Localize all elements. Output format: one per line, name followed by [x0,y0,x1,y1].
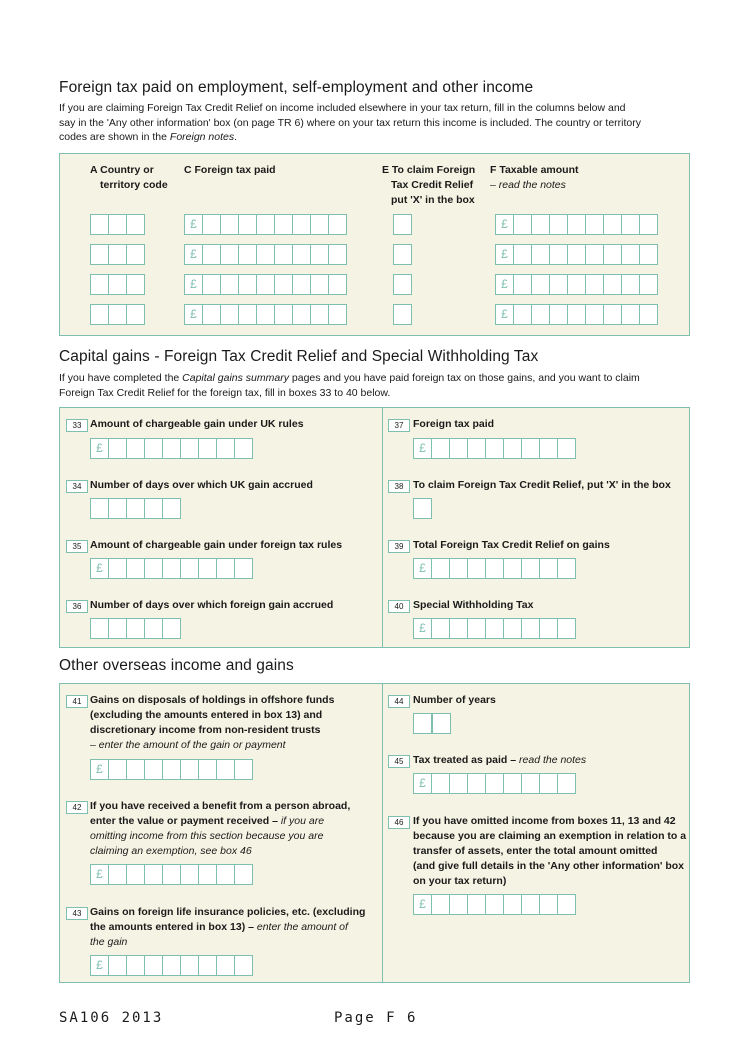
entry-cell[interactable] [162,759,181,780]
entry-cell[interactable] [234,864,253,885]
box-number-35: 35 [66,540,88,553]
section-title-other-overseas: Other overseas income and gains [59,657,294,674]
entry-cell[interactable] [585,214,604,235]
entry-cell[interactable] [126,274,145,295]
entry-cell[interactable] [292,244,311,265]
entry-cell[interactable] [162,498,181,519]
entry-cell[interactable] [234,438,253,459]
entry-cell[interactable] [503,438,522,459]
pound-sign-cell[interactable]: £ [495,244,514,265]
intro-line: codes are shown in the Foreign notes. [59,131,238,143]
foreign-tax-paid-input-row-1[interactable] [184,214,346,235]
form-code: SA106 2013 [59,1010,164,1026]
capital-gains-panel [59,407,690,648]
entry-cell[interactable] [513,274,532,295]
entry-cell[interactable] [521,438,540,459]
taxable-amount-input-row-4[interactable] [495,304,657,325]
box-label-37: Foreign tax paid [413,418,495,430]
entry-cell[interactable] [256,214,275,235]
entry-cell[interactable] [531,274,550,295]
box-46-amount-input[interactable] [413,894,575,915]
column-header-taxable-amount: F Taxable amount – read the notes [490,164,579,191]
entry-cell[interactable] [567,244,586,265]
entry-cell[interactable] [108,618,127,639]
pound-sign-cell[interactable]: £ [184,274,203,295]
entry-cell[interactable] [432,713,451,734]
entry-cell[interactable] [238,244,257,265]
section-intro-foreign-tax-paid [59,101,699,145]
entry-cell[interactable] [521,618,540,639]
entry-cell[interactable] [485,558,504,579]
box-number-34: 34 [66,480,88,493]
entry-cell[interactable] [557,773,576,794]
entry-cell[interactable] [328,244,347,265]
entry-cell[interactable] [202,244,221,265]
entry-cell[interactable] [162,558,181,579]
country-code-input-row-2[interactable] [90,244,144,265]
entry-cell[interactable] [216,558,235,579]
box-number-44: 44 [388,695,410,708]
box-label-45: Tax treated as paid – read the notes [413,754,587,766]
entry-cell[interactable] [603,304,622,325]
pound-sign-cell[interactable]: £ [413,773,432,794]
entry-cell[interactable] [539,773,558,794]
entry-cell[interactable] [539,618,558,639]
entry-cell[interactable] [585,244,604,265]
entry-cell[interactable] [393,244,412,265]
entry-cell[interactable] [90,244,109,265]
entry-cell[interactable] [144,864,163,885]
foreign-tax-paid-input-row-2[interactable] [184,244,346,265]
entry-cell[interactable] [539,558,558,579]
entry-cell[interactable] [310,304,329,325]
entry-cell[interactable] [549,244,568,265]
box-label-35: Amount of chargeable gain under foreign tax rules [90,539,343,551]
other-overseas-panel [59,683,690,983]
entry-cell[interactable] [90,618,109,639]
entry-cell[interactable] [198,438,217,459]
entry-cell[interactable] [485,618,504,639]
foreign-tax-table-panel [59,153,690,336]
entry-cell[interactable] [449,773,468,794]
entry-cell[interactable] [144,498,163,519]
entry-cell[interactable] [198,558,217,579]
entry-cell[interactable] [639,244,658,265]
pound-sign-cell[interactable]: £ [413,618,432,639]
entry-cell[interactable] [639,214,658,235]
entry-cell[interactable] [108,558,127,579]
entry-cell[interactable] [513,244,532,265]
entry-cell[interactable] [216,438,235,459]
entry-cell[interactable] [639,274,658,295]
entry-cell[interactable] [467,618,486,639]
entry-cell[interactable] [567,304,586,325]
entry-cell[interactable] [108,498,127,519]
taxable-amount-input-row-3[interactable] [495,274,657,295]
entry-cell[interactable] [557,618,576,639]
box-34-days-input[interactable] [90,498,180,519]
country-code-input-row-4[interactable] [90,304,144,325]
entry-cell[interactable] [431,558,450,579]
box-label-34: Number of days over which UK gain accrued [90,479,313,491]
pound-sign-cell[interactable]: £ [413,438,432,459]
box-36-days-input[interactable] [90,618,180,639]
entry-cell[interactable] [328,274,347,295]
entry-cell[interactable] [198,955,217,976]
entry-cell[interactable] [220,304,239,325]
panel-divider [382,684,383,982]
panel-divider [382,408,383,647]
entry-cell[interactable] [503,894,522,915]
entry-cell[interactable] [144,438,163,459]
entry-cell[interactable] [292,304,311,325]
pound-sign-cell[interactable]: £ [90,438,109,459]
box-label-38: To claim Foreign Tax Credit Relief, put 'X' in the box [413,479,671,491]
entry-cell[interactable] [431,618,450,639]
intro-line: Foreign Tax Credit Relief for the foreign tax, fill in boxes 33 to 40 below. [59,386,391,399]
entry-cell[interactable] [108,438,127,459]
entry-cell[interactable] [162,438,181,459]
column-header-foreign-tax-paid: C Foreign tax paid [184,164,276,176]
entry-cell[interactable] [126,759,145,780]
box-number-37: 37 [388,419,410,432]
entry-cell[interactable] [108,304,127,325]
entry-cell[interactable] [539,438,558,459]
box-45-amount-input[interactable] [413,773,575,794]
box-44-years-input[interactable] [413,713,451,734]
entry-cell[interactable] [256,244,275,265]
entry-cell[interactable] [549,304,568,325]
entry-cell[interactable] [549,214,568,235]
entry-cell[interactable] [531,304,550,325]
entry-cell[interactable] [621,214,640,235]
entry-cell[interactable] [126,304,145,325]
box-number-46: 46 [388,816,410,829]
box-43-amount-input[interactable] [90,955,252,976]
intro-line: say in the 'Any other information' box (on page TR 6) where on your tax return this income is included. The country or territory [59,116,641,129]
entry-cell[interactable] [202,304,221,325]
box-number-33: 33 [66,419,88,432]
claim-relief-checkbox-row-2[interactable] [393,244,411,265]
box-label-39: Total Foreign Tax Credit Relief on gains [413,539,610,551]
entry-cell[interactable] [328,304,347,325]
page-number: Page F 6 [334,1010,418,1026]
pound-sign-cell[interactable]: £ [495,214,514,235]
entry-cell[interactable] [238,304,257,325]
entry-cell[interactable] [202,274,221,295]
entry-cell[interactable] [467,558,486,579]
entry-cell[interactable] [467,894,486,915]
entry-cell[interactable] [220,244,239,265]
intro-line: If you are claiming Foreign Tax Credit Relief on income included elsewhere in your tax return, fill in the columns below and [59,102,626,114]
section-title-foreign-tax-paid: Foreign tax paid on employment, self-employment and other income [59,79,534,96]
pound-sign-cell[interactable]: £ [184,214,203,235]
entry-cell[interactable] [126,955,145,976]
column-header-country-code: A Country or territory code [90,164,168,191]
section-title-capital-gains: Capital gains - Foreign Tax Credit Relief and Special Withholding Tax [59,348,539,365]
entry-cell[interactable] [310,244,329,265]
entry-cell[interactable] [310,214,329,235]
entry-cell[interactable] [220,274,239,295]
entry-cell[interactable] [126,498,145,519]
entry-cell[interactable] [621,304,640,325]
entry-cell[interactable] [567,274,586,295]
box-33-amount-input[interactable] [90,438,252,459]
entry-cell[interactable] [220,214,239,235]
entry-cell[interactable] [449,618,468,639]
entry-cell[interactable] [393,274,412,295]
entry-cell[interactable] [485,773,504,794]
box-41-amount-input[interactable] [90,759,252,780]
entry-cell[interactable] [144,558,163,579]
entry-cell[interactable] [521,894,540,915]
entry-cell[interactable] [585,274,604,295]
box-37-amount-input[interactable] [413,438,575,459]
entry-cell[interactable] [531,214,550,235]
entry-cell[interactable] [557,558,576,579]
box-label-36: Number of days over which foreign gain accrued [90,599,334,611]
entry-cell[interactable] [328,214,347,235]
entry-cell[interactable] [585,304,604,325]
entry-cell[interactable] [274,274,293,295]
pound-sign-cell[interactable]: £ [184,304,203,325]
entry-cell[interactable] [126,244,145,265]
entry-cell[interactable] [144,618,163,639]
entry-cell[interactable] [90,274,109,295]
section-intro-capital-gains [59,371,699,400]
entry-cell[interactable] [108,214,127,235]
entry-cell[interactable] [144,759,163,780]
entry-cell[interactable] [603,244,622,265]
entry-cell[interactable] [216,759,235,780]
entry-cell[interactable] [557,894,576,915]
entry-cell[interactable] [216,864,235,885]
entry-cell[interactable] [274,214,293,235]
entry-cell[interactable] [198,864,217,885]
pound-sign-cell[interactable]: £ [90,864,109,885]
entry-cell[interactable] [431,438,450,459]
entry-cell[interactable] [180,759,199,780]
entry-cell[interactable] [180,955,199,976]
entry-cell[interactable] [256,304,275,325]
entry-cell[interactable] [485,894,504,915]
entry-cell[interactable] [238,274,257,295]
entry-cell[interactable] [503,618,522,639]
box-38-checkbox[interactable] [413,498,431,519]
pound-sign-cell[interactable]: £ [413,558,432,579]
entry-cell[interactable] [180,558,199,579]
entry-cell[interactable] [126,558,145,579]
entry-cell[interactable] [162,864,181,885]
entry-cell[interactable] [310,274,329,295]
entry-cell[interactable] [202,214,221,235]
entry-cell[interactable] [292,274,311,295]
entry-cell[interactable] [108,955,127,976]
entry-cell[interactable] [274,244,293,265]
entry-cell[interactable] [274,304,293,325]
entry-cell[interactable] [126,438,145,459]
country-code-input-row-3[interactable] [90,274,144,295]
box-number-42: 42 [66,801,88,814]
entry-cell[interactable] [621,274,640,295]
entry-cell[interactable] [108,864,127,885]
entry-cell[interactable] [393,214,412,235]
entry-cell[interactable] [144,955,163,976]
entry-cell[interactable] [467,438,486,459]
entry-cell[interactable] [413,713,432,734]
entry-cell[interactable] [431,773,450,794]
foreign-tax-paid-input-row-4[interactable] [184,304,346,325]
claim-relief-checkbox-row-3[interactable] [393,274,411,295]
box-number-39: 39 [388,540,410,553]
entry-cell[interactable] [503,773,522,794]
pound-sign-cell[interactable]: £ [184,244,203,265]
entry-cell[interactable] [180,864,199,885]
entry-cell[interactable] [449,558,468,579]
entry-cell[interactable] [521,773,540,794]
entry-cell[interactable] [256,274,275,295]
box-number-43: 43 [66,907,88,920]
entry-cell[interactable] [90,304,109,325]
entry-cell[interactable] [639,304,658,325]
box-42-amount-input[interactable] [90,864,252,885]
box-number-41: 41 [66,695,88,708]
entry-cell[interactable] [467,773,486,794]
entry-cell[interactable] [431,894,450,915]
entry-cell[interactable] [234,558,253,579]
taxable-amount-input-row-2[interactable] [495,244,657,265]
entry-cell[interactable] [413,498,432,519]
entry-cell[interactable] [539,894,558,915]
entry-cell[interactable] [180,438,199,459]
box-label-43: Gains on foreign life insurance policies, etc. (excluding the amounts entered in box 13) – enter the amount of the gain [90,906,366,948]
entry-cell[interactable] [198,759,217,780]
entry-cell[interactable] [603,274,622,295]
taxable-amount-input-row-1[interactable] [495,214,657,235]
entry-cell[interactable] [108,244,127,265]
country-code-input-row-1[interactable] [90,214,144,235]
entry-cell[interactable] [549,274,568,295]
box-number-45: 45 [388,755,410,768]
column-header-claim-relief: E To claim Foreign Tax Credit Relief put 'X' in the box [382,164,476,206]
entry-cell[interactable] [234,759,253,780]
pound-sign-cell[interactable]: £ [495,304,514,325]
entry-cell[interactable] [449,894,468,915]
box-number-36: 36 [66,600,88,613]
entry-cell[interactable] [126,618,145,639]
entry-cell[interactable] [292,214,311,235]
entry-cell[interactable] [90,498,109,519]
entry-cell[interactable] [108,274,127,295]
entry-cell[interactable] [162,955,181,976]
entry-cell[interactable] [126,214,145,235]
box-40-amount-input[interactable] [413,618,575,639]
entry-cell[interactable] [531,244,550,265]
entry-cell[interactable] [449,438,468,459]
pound-sign-cell[interactable]: £ [90,955,109,976]
box-number-40: 40 [388,600,410,613]
entry-cell[interactable] [513,304,532,325]
entry-cell[interactable] [108,759,127,780]
entry-cell[interactable] [513,214,532,235]
entry-cell[interactable] [162,618,181,639]
entry-cell[interactable] [234,955,253,976]
box-number-38: 38 [388,480,410,493]
claim-relief-checkbox-row-1[interactable] [393,214,411,235]
entry-cell[interactable] [621,244,640,265]
pound-sign-cell[interactable]: £ [495,274,514,295]
foreign-tax-paid-input-row-3[interactable] [184,274,346,295]
entry-cell[interactable] [216,955,235,976]
entry-cell[interactable] [238,214,257,235]
box-label-46: If you have omitted income from boxes 11, 13 and 42 because you are claiming an exemption in relation to a transfer of assets, enter the total amount omitted (and give full details in the 'Any other information' box on your tax return) [413,815,687,887]
entry-cell[interactable] [521,558,540,579]
entry-cell[interactable] [90,214,109,235]
entry-cell[interactable] [503,558,522,579]
pound-sign-cell[interactable]: £ [413,894,432,915]
entry-cell[interactable] [603,214,622,235]
box-label-42: If you have received a benefit from a person abroad, enter the value or payment received – if you are omitting income from this section because you are claiming an exemption, see box 46 [90,800,351,857]
entry-cell[interactable] [393,304,412,325]
pound-sign-cell[interactable]: £ [90,558,109,579]
entry-cell[interactable] [485,438,504,459]
box-35-amount-input[interactable] [90,558,252,579]
box-label-41: Gains on disposals of holdings in offshore funds (excluding the amounts entered in box 13) and discretionary income from non-resident trusts – enter the amount of the gain or payment [90,694,335,751]
box-label-44: Number of years [413,694,496,706]
entry-cell[interactable] [126,864,145,885]
intro-line: If you have completed the Capital gains summary pages and you have paid foreign tax on those gains, and you want to claim [59,372,640,384]
box-39-amount-input[interactable] [413,558,575,579]
box-label-40: Special Withholding Tax [413,599,534,611]
pound-sign-cell[interactable]: £ [90,759,109,780]
entry-cell[interactable] [557,438,576,459]
entry-cell[interactable] [567,214,586,235]
box-label-33: Amount of chargeable gain under UK rules [90,418,304,430]
claim-relief-checkbox-row-4[interactable] [393,304,411,325]
